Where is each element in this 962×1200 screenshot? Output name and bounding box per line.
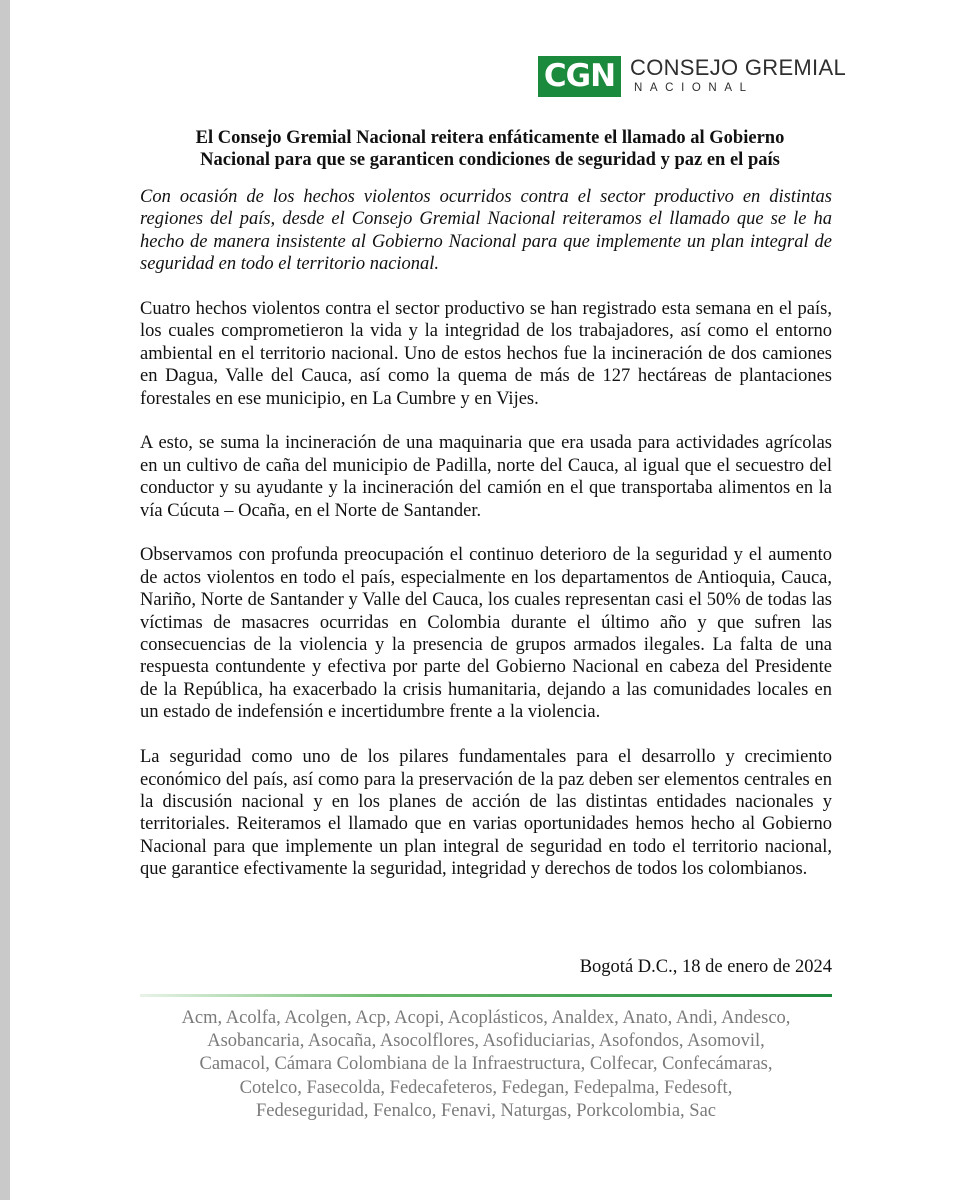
members-line: Camacol, Cámara Colombiana de la Infraestructura, Colfecar, Confecámaras, — [199, 1054, 773, 1075]
body-paragraph: La seguridad como uno de los pilares fundamentales para el desarrollo y crecimiento económico del país, así como para la preservación de la paz deben ser elementos centrales en la discusión nacional y en los planes de acción de las distintas entidades nacionales y territoriales. Reiteramos el llamado que en varias oportunidades hemos hecho al Gobierno Nacional para que implemente un plan integral de seguridad en todo el territorio nacional, que garantice efectivamente la seguridad, integridad y derechos de todos los colombianos. — [140, 747, 832, 880]
members-line: Fedeseguridad, Fenalco, Fenavi, Naturgas, Porkcolombia, Sac — [256, 1100, 716, 1121]
body-paragraph: A esto, se suma la incineración de una maquinaria que era usada para actividades agrícolas en un cultivo de caña del municipio de Padilla, norte del Cauca, al igual que el secuestro del conductor y su ayudante y la incineración del camión en el que transportaba alimentos en la vía Cúcuta – Ocaña, en el Norte de Santander. — [140, 433, 832, 521]
headline-line-1: El Consejo Gremial Nacional reitera enfáticamente el llamado al Gobierno — [195, 128, 785, 148]
cgn-logo-mark — [538, 56, 621, 97]
members-line: Asobancaria, Asocaña, Asocolflores, Asofiduciarias, Asofondos, Asomovil, — [207, 1031, 765, 1052]
press-release-headline — [140, 127, 840, 171]
cgn-logo — [538, 55, 846, 100]
cgn-logo-mark-text: CGN — [543, 58, 616, 94]
logo-organization-name: CONSEJO GREMIAL — [630, 55, 846, 80]
headline-line-2: Nacional para que se garanticen condiciones de seguridad y paz en el país — [200, 150, 780, 170]
members-line: Cotelco, Fasecolda, Fedecafeteros, Fedegan, Fedepalma, Fedesoft, — [239, 1077, 733, 1098]
body-paragraph: Cuatro hechos violentos contra el sector productivo se han registrado esta semana en el país, los cuales comprometieron la vida y la integridad de los trabajadores, así como el entorno ambiental en el territorio nacional. Uno de estos hechos fue la incineración de dos camiones en Dagua, Valle del Cauca, así como la quema de más de 127 hectáreas de plantaciones forestales en ese municipio, en La Cumbre y en Vijes. — [140, 299, 832, 409]
body-paragraph: Observamos con profunda preocupación el continuo deterioro de la seguridad y el aumento de actos violentos en todo el país, especialmente en los departamentos de Antioquia, Cauca, Nariño, Norte de Santander y Valle del Cauca, los cuales representan casi el 50% de todas las víctimas de masacres ocurridas en Colombia durante el último año y que sufren las consecuencias de la violencia y la presencia de grupos armados ilegales. La falta de una respuesta contundente y efectiva por parte del Gobierno Nacional en cabeza del Presidente de la República, ha exacerbado la crisis humanitaria, dejando a las comunidades locales en un estado de indefensión e incertidumbre frente a la violencia. — [140, 545, 832, 723]
member-organizations-list — [130, 1007, 842, 1123]
green-divider — [140, 994, 832, 997]
intro-paragraph: Con ocasión de los hechos violentos ocurridos contra el sector productivo en distintas regiones del país, desde el Consejo Gremial Nacional reiteramos el llamado que se le ha hecho de manera insistente al Gobierno Nacional para que implemente un plan integral de seguridad en todo el territorio nacional. — [140, 187, 832, 275]
members-line: Acm, Acolfa, Acolgen, Acp, Acopi, Acoplásticos, Analdex, Anato, Andi, Andesco, — [181, 1008, 791, 1028]
dateline: Bogotá D.C., 18 de enero de 2024 — [579, 957, 832, 977]
logo-organization-subname: NACIONAL — [634, 82, 754, 94]
document-page — [10, 0, 962, 1200]
press-release-body — [140, 186, 832, 903]
